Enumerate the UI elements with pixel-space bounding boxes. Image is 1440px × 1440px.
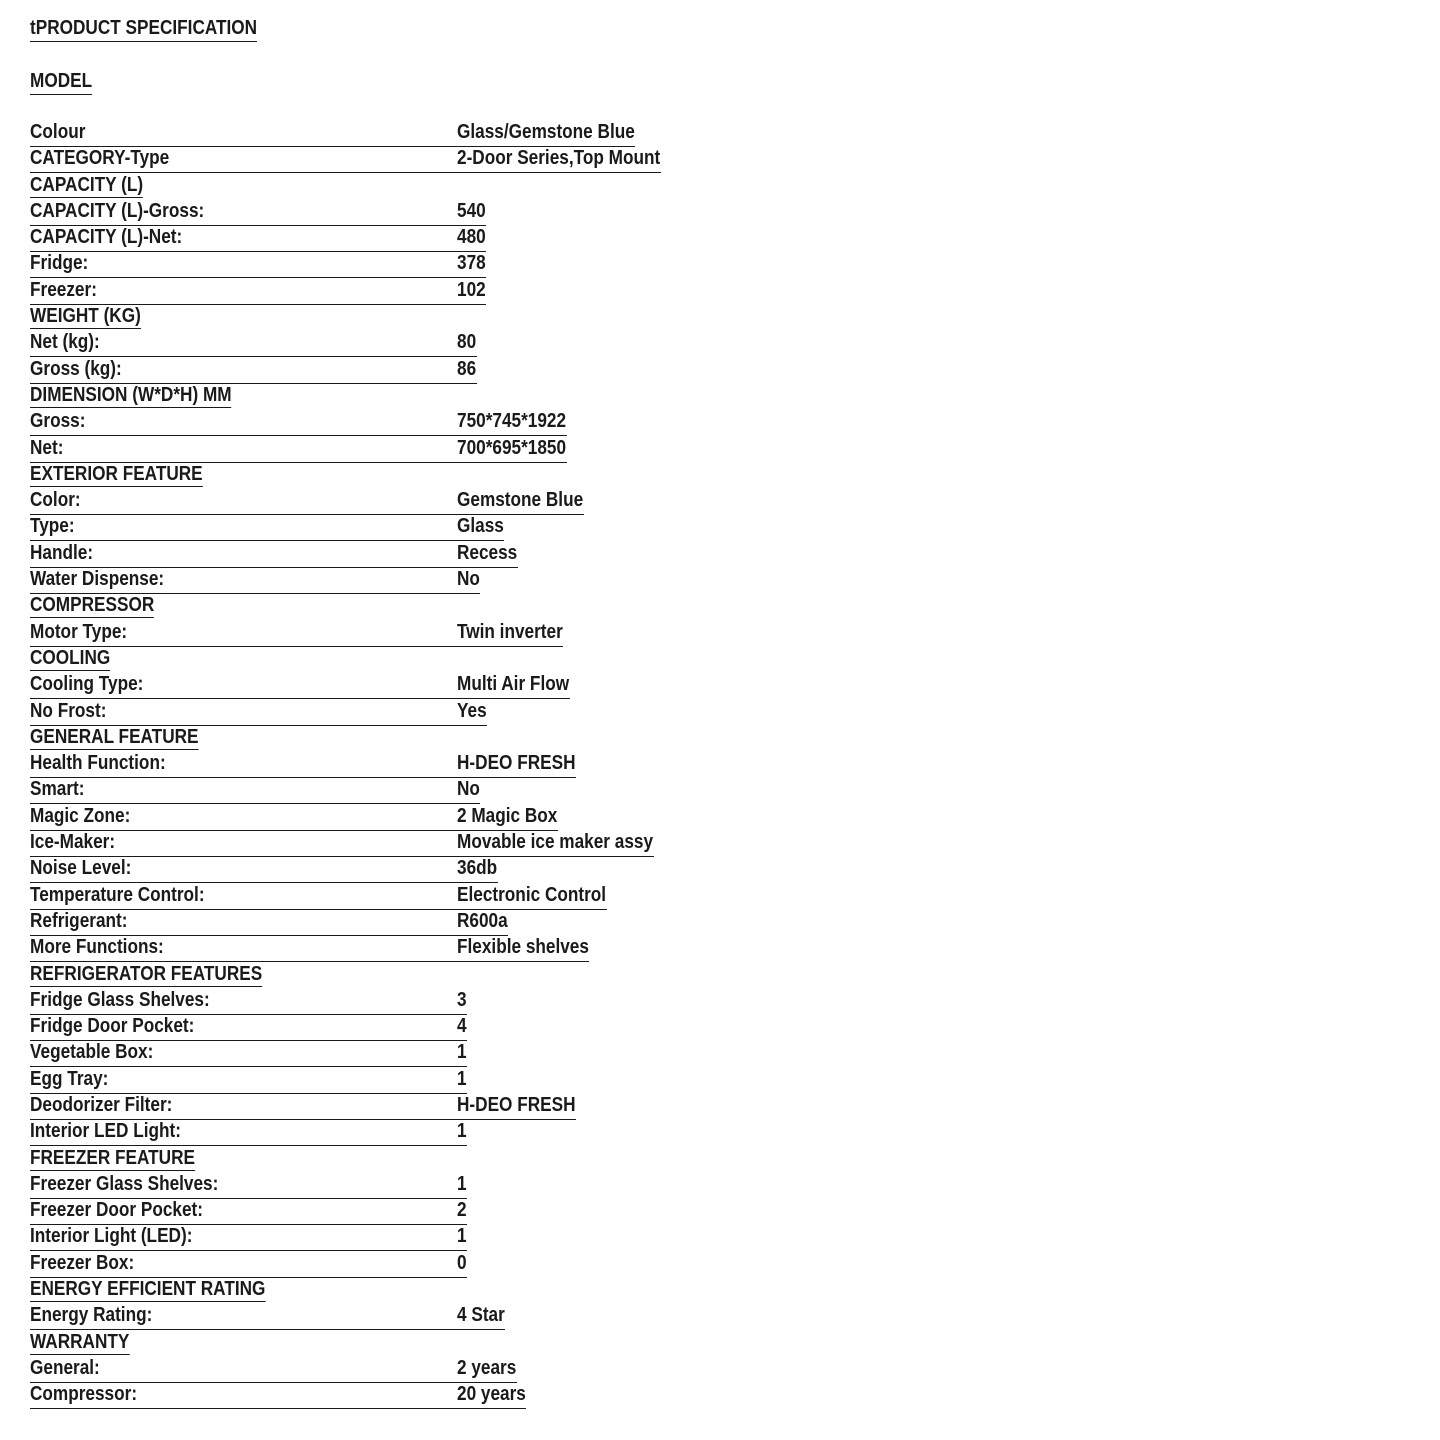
spec-row <box>30 121 1410 147</box>
spec-key: Handle: <box>30 541 94 564</box>
spec-row-underline <box>30 121 635 147</box>
spec-value: 540 <box>457 199 486 222</box>
spec-value: No <box>457 778 480 801</box>
spec-row <box>30 700 1410 726</box>
spec-row-underline <box>30 515 504 541</box>
section-heading-row <box>30 594 1410 620</box>
spec-key: Noise Level: <box>30 857 132 880</box>
spec-row-underline <box>30 1173 467 1199</box>
spec-row <box>30 621 1410 647</box>
spec-value: Glass <box>457 515 504 538</box>
spec-row <box>30 568 1410 594</box>
section-heading-row <box>30 174 1410 200</box>
spec-value: H-DEO FRESH <box>457 752 576 775</box>
spec-key: Freezer Box: <box>30 1251 135 1274</box>
section-heading-dimension-w-d-h-mm: DIMENSION (W*D*H) MM <box>30 383 232 406</box>
spec-row-underline <box>30 1225 467 1251</box>
spec-row-underline <box>30 1094 576 1120</box>
spec-row-underline <box>30 1304 505 1330</box>
spec-value: 700*695*1850 <box>457 436 567 459</box>
spec-row-underline <box>30 437 567 463</box>
spec-row <box>30 515 1410 541</box>
spec-row-underline <box>30 542 518 568</box>
spec-key: Deodorizer Filter: <box>30 1093 173 1116</box>
spec-key: Fridge Door Pocket: <box>30 1015 195 1038</box>
spec-row <box>30 410 1410 436</box>
spec-row <box>30 1068 1410 1094</box>
spec-row <box>30 200 1410 226</box>
spec-value: 0 <box>457 1251 467 1274</box>
spec-row-underline <box>30 1041 467 1067</box>
spec-row <box>30 857 1410 883</box>
spec-key: Net (kg): <box>30 331 100 354</box>
section-heading-row <box>30 647 1410 673</box>
spec-value: Electronic Control <box>457 883 607 906</box>
spec-row-underline <box>30 410 567 436</box>
spec-row <box>30 358 1410 384</box>
spec-rows <box>30 121 1410 1410</box>
spec-row <box>30 1357 1410 1383</box>
spec-row-underline <box>30 279 486 305</box>
spec-row <box>30 1225 1410 1251</box>
section-heading-row <box>30 963 1410 989</box>
spec-row <box>30 673 1410 699</box>
spec-row <box>30 1094 1410 1120</box>
section-heading-exterior-feature: EXTERIOR FEATURE <box>30 462 203 485</box>
spec-row <box>30 1173 1410 1199</box>
spec-row <box>30 752 1410 778</box>
spec-row-underline <box>30 673 570 699</box>
spec-key: Water Dispense: <box>30 568 165 591</box>
spec-row-underline <box>30 910 508 936</box>
spec-row <box>30 989 1410 1015</box>
spec-value: 480 <box>457 226 486 249</box>
spec-row <box>30 1199 1410 1225</box>
spec-value: 378 <box>457 252 486 275</box>
spec-value: Multi Air Flow <box>457 673 570 696</box>
spec-row-underline <box>30 1357 517 1383</box>
spec-key: Colour <box>30 121 86 143</box>
spec-key: Cooling Type: <box>30 673 144 696</box>
page-title: tPRODUCT SPECIFICATION <box>30 16 257 42</box>
section-heading-weight-kg: WEIGHT (KG) <box>30 305 141 328</box>
spec-key: CAPACITY (L)-Net: <box>30 226 183 249</box>
spec-key: Egg Tray: <box>30 1067 109 1090</box>
spec-key: Health Function: <box>30 752 166 775</box>
spec-key: Color: <box>30 489 81 512</box>
spec-value: Movable ice maker assy <box>457 831 654 854</box>
spec-row-underline <box>30 805 558 831</box>
spec-key: CATEGORY-Type <box>30 147 170 170</box>
spec-row-underline <box>30 700 487 726</box>
title-block <box>30 16 1410 46</box>
spec-value: 36db <box>457 857 498 880</box>
spec-row <box>30 147 1410 173</box>
section-heading-cooling: COOLING <box>30 646 111 669</box>
spec-value: Gemstone Blue <box>457 489 584 512</box>
section-heading-row <box>30 1278 1410 1304</box>
spec-row <box>30 805 1410 831</box>
spec-key: Refrigerant: <box>30 909 128 932</box>
spec-value: 102 <box>457 278 486 301</box>
spec-row-underline <box>30 621 563 647</box>
spec-row <box>30 437 1410 463</box>
spec-row-underline <box>30 1383 526 1409</box>
spec-value: 1 <box>457 1120 467 1143</box>
spec-key: Fridge Glass Shelves: <box>30 988 210 1011</box>
section-heading-row <box>30 1147 1410 1173</box>
spec-row-underline <box>30 489 584 515</box>
spec-row-underline <box>30 252 486 278</box>
spec-row <box>30 1015 1410 1041</box>
spec-key: CAPACITY (L)-Gross: <box>30 199 205 222</box>
spec-value: 2 Magic Box <box>457 804 558 827</box>
spec-value: 4 <box>457 1015 467 1038</box>
spec-row-underline <box>30 1252 467 1278</box>
spec-row <box>30 778 1410 804</box>
spec-value: 2 years <box>457 1356 517 1379</box>
spec-row <box>30 831 1410 857</box>
spec-value: H-DEO FRESH <box>457 1093 576 1116</box>
spec-row <box>30 489 1410 515</box>
spec-key: Compressor: <box>30 1383 138 1406</box>
spec-row <box>30 884 1410 910</box>
spec-row-underline <box>30 778 480 804</box>
spec-value: 80 <box>457 331 477 354</box>
section-heading-freezer-feature: FREEZER FEATURE <box>30 1146 195 1169</box>
spec-value: Flexible shelves <box>457 936 589 959</box>
spec-key: Smart: <box>30 778 85 801</box>
model-block <box>30 69 1410 121</box>
spec-value: Twin inverter <box>457 620 563 643</box>
section-heading-general-feature: GENERAL FEATURE <box>30 725 199 748</box>
spec-value: 20 years <box>457 1383 526 1406</box>
section-heading-warranty: WARRANTY <box>30 1330 130 1353</box>
spec-row <box>30 331 1410 357</box>
spec-value: 1 <box>457 1225 467 1248</box>
spec-row-underline <box>30 1068 467 1094</box>
spec-key: More Functions: <box>30 936 164 959</box>
spec-row <box>30 1304 1410 1330</box>
spec-row-underline <box>30 331 477 357</box>
spec-value: 1 <box>457 1067 467 1090</box>
spec-key: General: <box>30 1356 100 1379</box>
spec-value: 2-Door Series,Top Mount <box>457 147 661 170</box>
spec-row-underline <box>30 226 486 252</box>
spec-key: Interior Light (LED): <box>30 1225 193 1248</box>
spec-row-underline <box>30 568 480 594</box>
spec-value: No <box>457 568 480 591</box>
section-heading-energy-efficient-rating: ENERGY EFFICIENT RATING <box>30 1278 266 1301</box>
section-heading-capacity-l: CAPACITY (L) <box>30 173 144 196</box>
spec-row <box>30 1120 1410 1146</box>
spec-row <box>30 226 1410 252</box>
section-heading-row <box>30 463 1410 489</box>
spec-value: 4 Star <box>457 1304 505 1327</box>
spec-row-underline <box>30 884 607 910</box>
section-heading-refrigerator-features: REFRIGERATOR FEATURES <box>30 962 263 985</box>
spec-key: No Frost: <box>30 699 107 722</box>
spec-row <box>30 1041 1410 1067</box>
section-heading-row <box>30 1331 1410 1357</box>
spec-row-underline <box>30 936 589 962</box>
spec-row-underline <box>30 1015 467 1041</box>
spec-value: Yes <box>457 699 487 722</box>
spec-value: 1 <box>457 1041 467 1064</box>
spec-row <box>30 1252 1410 1278</box>
spec-key: Temperature Control: <box>30 883 205 906</box>
spec-key: Freezer Glass Shelves: <box>30 1172 219 1195</box>
spec-value: Glass/Gemstone Blue <box>457 121 635 143</box>
spec-key: Interior LED Light: <box>30 1120 181 1143</box>
spec-value: 2 <box>457 1199 467 1222</box>
spec-row-underline <box>30 1120 467 1146</box>
spec-value: 750*745*1922 <box>457 410 567 433</box>
spec-value: 3 <box>457 988 467 1011</box>
spec-key: Energy Rating: <box>30 1304 153 1327</box>
spec-sheet <box>30 16 1410 1410</box>
spec-row-underline <box>30 857 498 883</box>
spec-row-underline <box>30 989 467 1015</box>
spec-row <box>30 936 1410 962</box>
spec-row <box>30 279 1410 305</box>
model-label: MODEL <box>30 69 92 95</box>
spec-row-underline <box>30 1199 467 1225</box>
spec-row-underline <box>30 358 477 384</box>
spec-key: Ice-Maker: <box>30 831 116 854</box>
spec-row <box>30 542 1410 568</box>
spec-row-underline <box>30 147 661 173</box>
spec-row-underline <box>30 831 654 857</box>
spec-value: 86 <box>457 357 477 380</box>
spec-key: Motor Type: <box>30 620 128 643</box>
spec-key: Fridge: <box>30 252 89 275</box>
spec-row-underline <box>30 752 576 778</box>
spec-key: Type: <box>30 515 75 538</box>
spec-value: R600a <box>457 909 508 932</box>
spec-row <box>30 910 1410 936</box>
section-heading-compressor: COMPRESSOR <box>30 594 155 617</box>
spec-key: Net: <box>30 436 64 459</box>
spec-row <box>30 252 1410 278</box>
section-heading-row <box>30 726 1410 752</box>
spec-key: Gross: <box>30 410 86 433</box>
spec-key: Freezer: <box>30 278 97 301</box>
spec-key: Vegetable Box: <box>30 1041 154 1064</box>
spec-value: Recess <box>457 541 518 564</box>
spec-key: Magic Zone: <box>30 804 131 827</box>
spec-key: Freezer Door Pocket: <box>30 1199 204 1222</box>
spec-row-underline <box>30 200 486 226</box>
spec-key: Gross (kg): <box>30 357 122 380</box>
section-heading-row <box>30 305 1410 331</box>
section-heading-row <box>30 384 1410 410</box>
spec-row <box>30 1383 1410 1409</box>
spec-value: 1 <box>457 1172 467 1195</box>
